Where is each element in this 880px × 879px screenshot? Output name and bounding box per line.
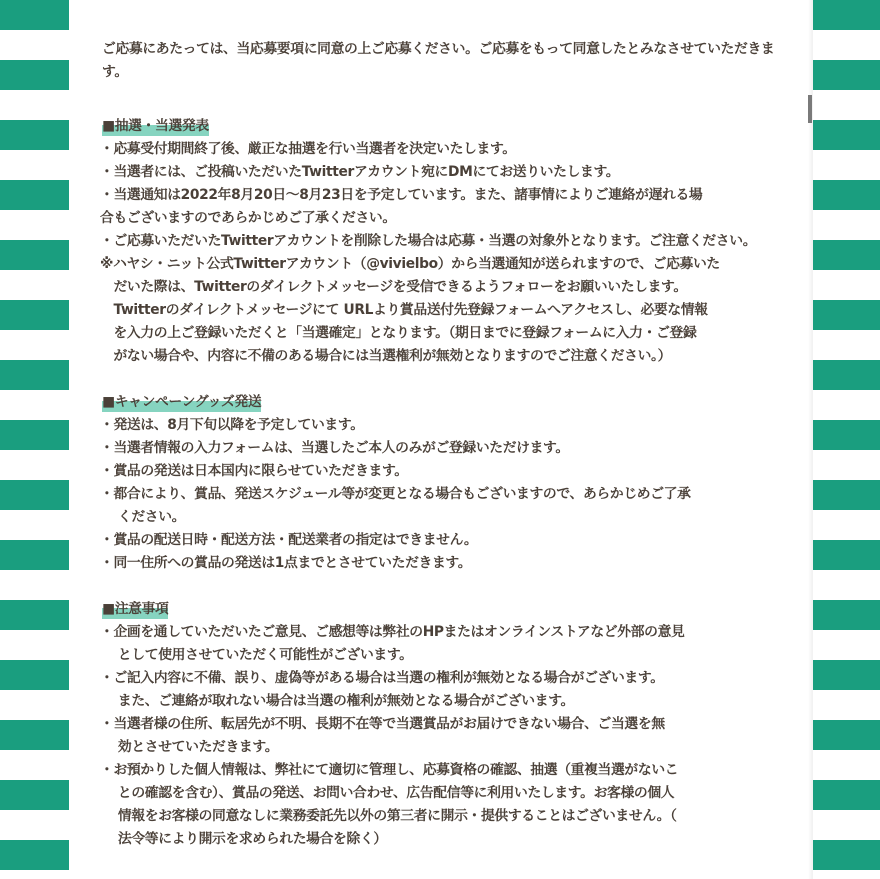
- heading-text: 注意事項: [114, 601, 169, 617]
- list-item: を入力の上ご登録いただくと「当選確定」となります。（期日までに登録フォームに入力・ご登録: [100, 325, 697, 341]
- list-item: ・都合により、賞品、発送スケジュール等が変更となる場合もございますので、あらかじめご了承: [100, 486, 691, 502]
- heading-square-icon: ■: [102, 394, 115, 410]
- list-item: ・お預かりした個人情報は、弊社にて適切に管理し、応募資格の確認、抽選（重複当選がないこ: [100, 762, 679, 778]
- list-item: 法令等により開示を求められた場合を除く）: [100, 831, 387, 847]
- list-item: ・賞品の配送日時・配送方法・配送業者の指定はできません。: [100, 532, 478, 548]
- list-item: 合もございますのであらかじめご了承ください。: [100, 210, 396, 226]
- right-stripe-border: [813, 0, 880, 879]
- list-item: ※ハヤシ・ニット公式Twitterアカウント（@vivielbo）から当選通知が送られますので、ご応募いた: [100, 256, 720, 272]
- page-edge-mark: [808, 95, 812, 123]
- heading-square-icon: ■: [102, 118, 115, 134]
- list-item: ・当選者様の住所、転居先が不明、長期不在等で当選賞品がお届けできない場合、ご当選を無: [100, 716, 665, 732]
- list-item: がない場合や、内容に不備のある場合には当選権利が無効となりますのでご注意ください。）: [100, 348, 672, 364]
- list-item: 情報をお客様の同意なしに業務委託先以外の第三者に開示・提供することはございません。（: [100, 808, 677, 824]
- section-heading: [102, 391, 261, 414]
- list-item: ・発送は、8月下旬以降を予定しています。: [100, 417, 364, 433]
- section-notes: [100, 598, 790, 851]
- section-heading: [102, 115, 209, 138]
- intro-text: ご応募にあたっては、当応募要項に同意の上ご応募ください。ご応募をもって同意したとみなさせていただきます。: [102, 41, 775, 80]
- section-goods-shipping: [100, 391, 790, 575]
- heading-text: キャンペーングッズ発送: [114, 394, 262, 410]
- list-item: ・当選者情報の入力フォームは、当選したご本人のみがご登録いただけます。: [100, 440, 569, 456]
- list-item: ・当選者には、ご投稿いただいたTwitterアカウント宛にDMにてお送りいたします。: [100, 164, 620, 180]
- list-item: 効とさせていただきます。: [100, 739, 279, 755]
- list-item: との確認を含む）、賞品の発送、お問い合わせ、広告配信等に利用いたします。お客様の個人: [100, 785, 675, 801]
- list-item: だいた際は、Twitterのダイレクトメッセージを受信できるようフォローをお願いいたします。: [100, 279, 687, 295]
- page-edge-shadow: [808, 0, 813, 879]
- heading-text: 抽選・当選発表: [114, 118, 209, 134]
- list-item: ・企画を通していただいたご意見、ご感想等は弊社のHPまたはオンラインストアなど外部の意見: [100, 624, 685, 640]
- list-item: ・ご記入内容に不備、誤り、虚偽等がある場合は当選の権利が無効となる場合がございます。: [100, 670, 664, 686]
- list-item: ・ご応募いただいたTwitterアカウントを削除した場合は応募・当選の対象外となります。ご注意ください。: [100, 233, 757, 249]
- list-item: また、ご連絡が取れない場合は当選の権利が無効となる場合がございます。: [100, 693, 574, 709]
- list-item: ください。: [100, 509, 186, 525]
- list-item: Twitterのダイレクトメッセージにて URLより賞品送付先登録フォームへアクセスし、必要な情報: [100, 302, 708, 318]
- list-item: ・応募受付期間終了後、厳正な抽選を行い当選者を決定いたします。: [100, 141, 516, 157]
- heading-square-icon: ■: [102, 601, 115, 617]
- section-heading: [102, 598, 168, 621]
- list-item: ・同一住所への賞品の発送は1点までとさせていただきます。: [100, 555, 472, 571]
- section-lottery: [100, 115, 790, 368]
- list-item: として使用させていただく可能性がございます。: [100, 647, 413, 663]
- list-item: ・賞品の発送は日本国内に限らせていただきます。: [100, 463, 408, 479]
- terms-content: [100, 38, 790, 874]
- list-item: ・当選通知は2022年8月20日〜8月23日を予定しています。また、諸事情によりご連絡が遅れる場: [100, 187, 703, 203]
- left-stripe-border: [0, 0, 69, 879]
